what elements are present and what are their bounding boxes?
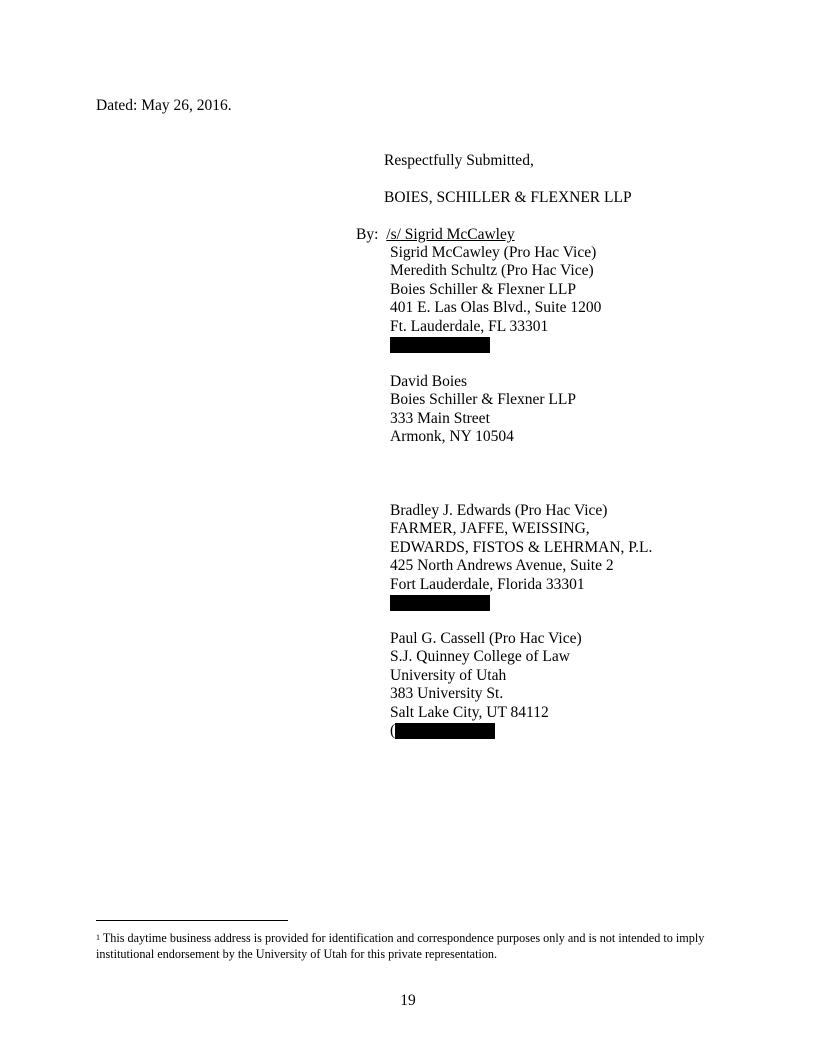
counsel-block-boies — [390, 373, 576, 447]
counsel-line: 333 Main Street — [390, 409, 490, 427]
counsel-line: Armonk, NY 10504 — [390, 428, 514, 446]
signature: /s/ Sigrid McCawley — [386, 226, 515, 243]
counsel-line: Boies Schiller & Flexner LLP — [390, 391, 576, 409]
redacted-phone — [390, 336, 601, 354]
counsel-line: 401 E. Las Olas Blvd., Suite 1200 — [390, 299, 602, 317]
counsel-line: 383 University St. — [390, 685, 504, 703]
counsel-line: Sigrid McCawley (Pro Hac Vice) — [390, 244, 597, 261]
counsel-line: Salt Lake City, UT 84112 — [390, 703, 549, 721]
counsel-line: Meredith Schultz (Pro Hac Vice) — [390, 262, 594, 280]
counsel-line: University of Utah — [390, 666, 507, 684]
counsel-line: Boies Schiller & Flexner LLP — [390, 280, 576, 298]
counsel-block-edwards — [390, 502, 652, 612]
closing-line: Respectfully Submitted, — [384, 152, 534, 169]
counsel-line: S.J. Quinney College of Law — [390, 648, 570, 666]
counsel-line: EDWARDS, FISTOS & LEHRMAN, P.L. — [390, 538, 653, 556]
by-label: By: — [356, 226, 379, 243]
footnote-marker: 1 — [96, 933, 100, 942]
redacted-phone — [390, 594, 652, 612]
date-line: Dated: May 26, 2016. — [96, 97, 232, 114]
counsel-block-mccawley — [390, 244, 601, 354]
counsel-line: Bradley J. Edwards (Pro Hac Vice) — [390, 502, 608, 519]
counsel-line: Fort Lauderdale, Florida 33301 — [390, 575, 585, 593]
counsel-line: Ft. Lauderdale, FL 33301 — [390, 317, 549, 335]
footnote — [96, 931, 726, 962]
counsel-line: FARMER, JAFFE, WEISSING, — [390, 520, 590, 538]
redacted-phone: ( — [390, 722, 582, 740]
counsel-line: David Boies — [390, 373, 468, 390]
counsel-block-cassell — [390, 630, 582, 740]
footnote-divider — [96, 920, 288, 921]
counsel-line: Paul G. Cassell (Pro Hac Vice) — [390, 630, 582, 647]
signature-line — [356, 226, 515, 244]
page-number: 19 — [400, 992, 416, 1009]
firm-name: BOIES, SCHILLER & FLEXNER LLP — [384, 189, 632, 206]
footnote-text: This daytime business address is provided for identification and correspondence purposes only and is not intended to imply institutional endorsement by the University of Utah for this private representation. — [96, 931, 705, 961]
counsel-line: 425 North Andrews Avenue, Suite 2 — [390, 557, 614, 575]
